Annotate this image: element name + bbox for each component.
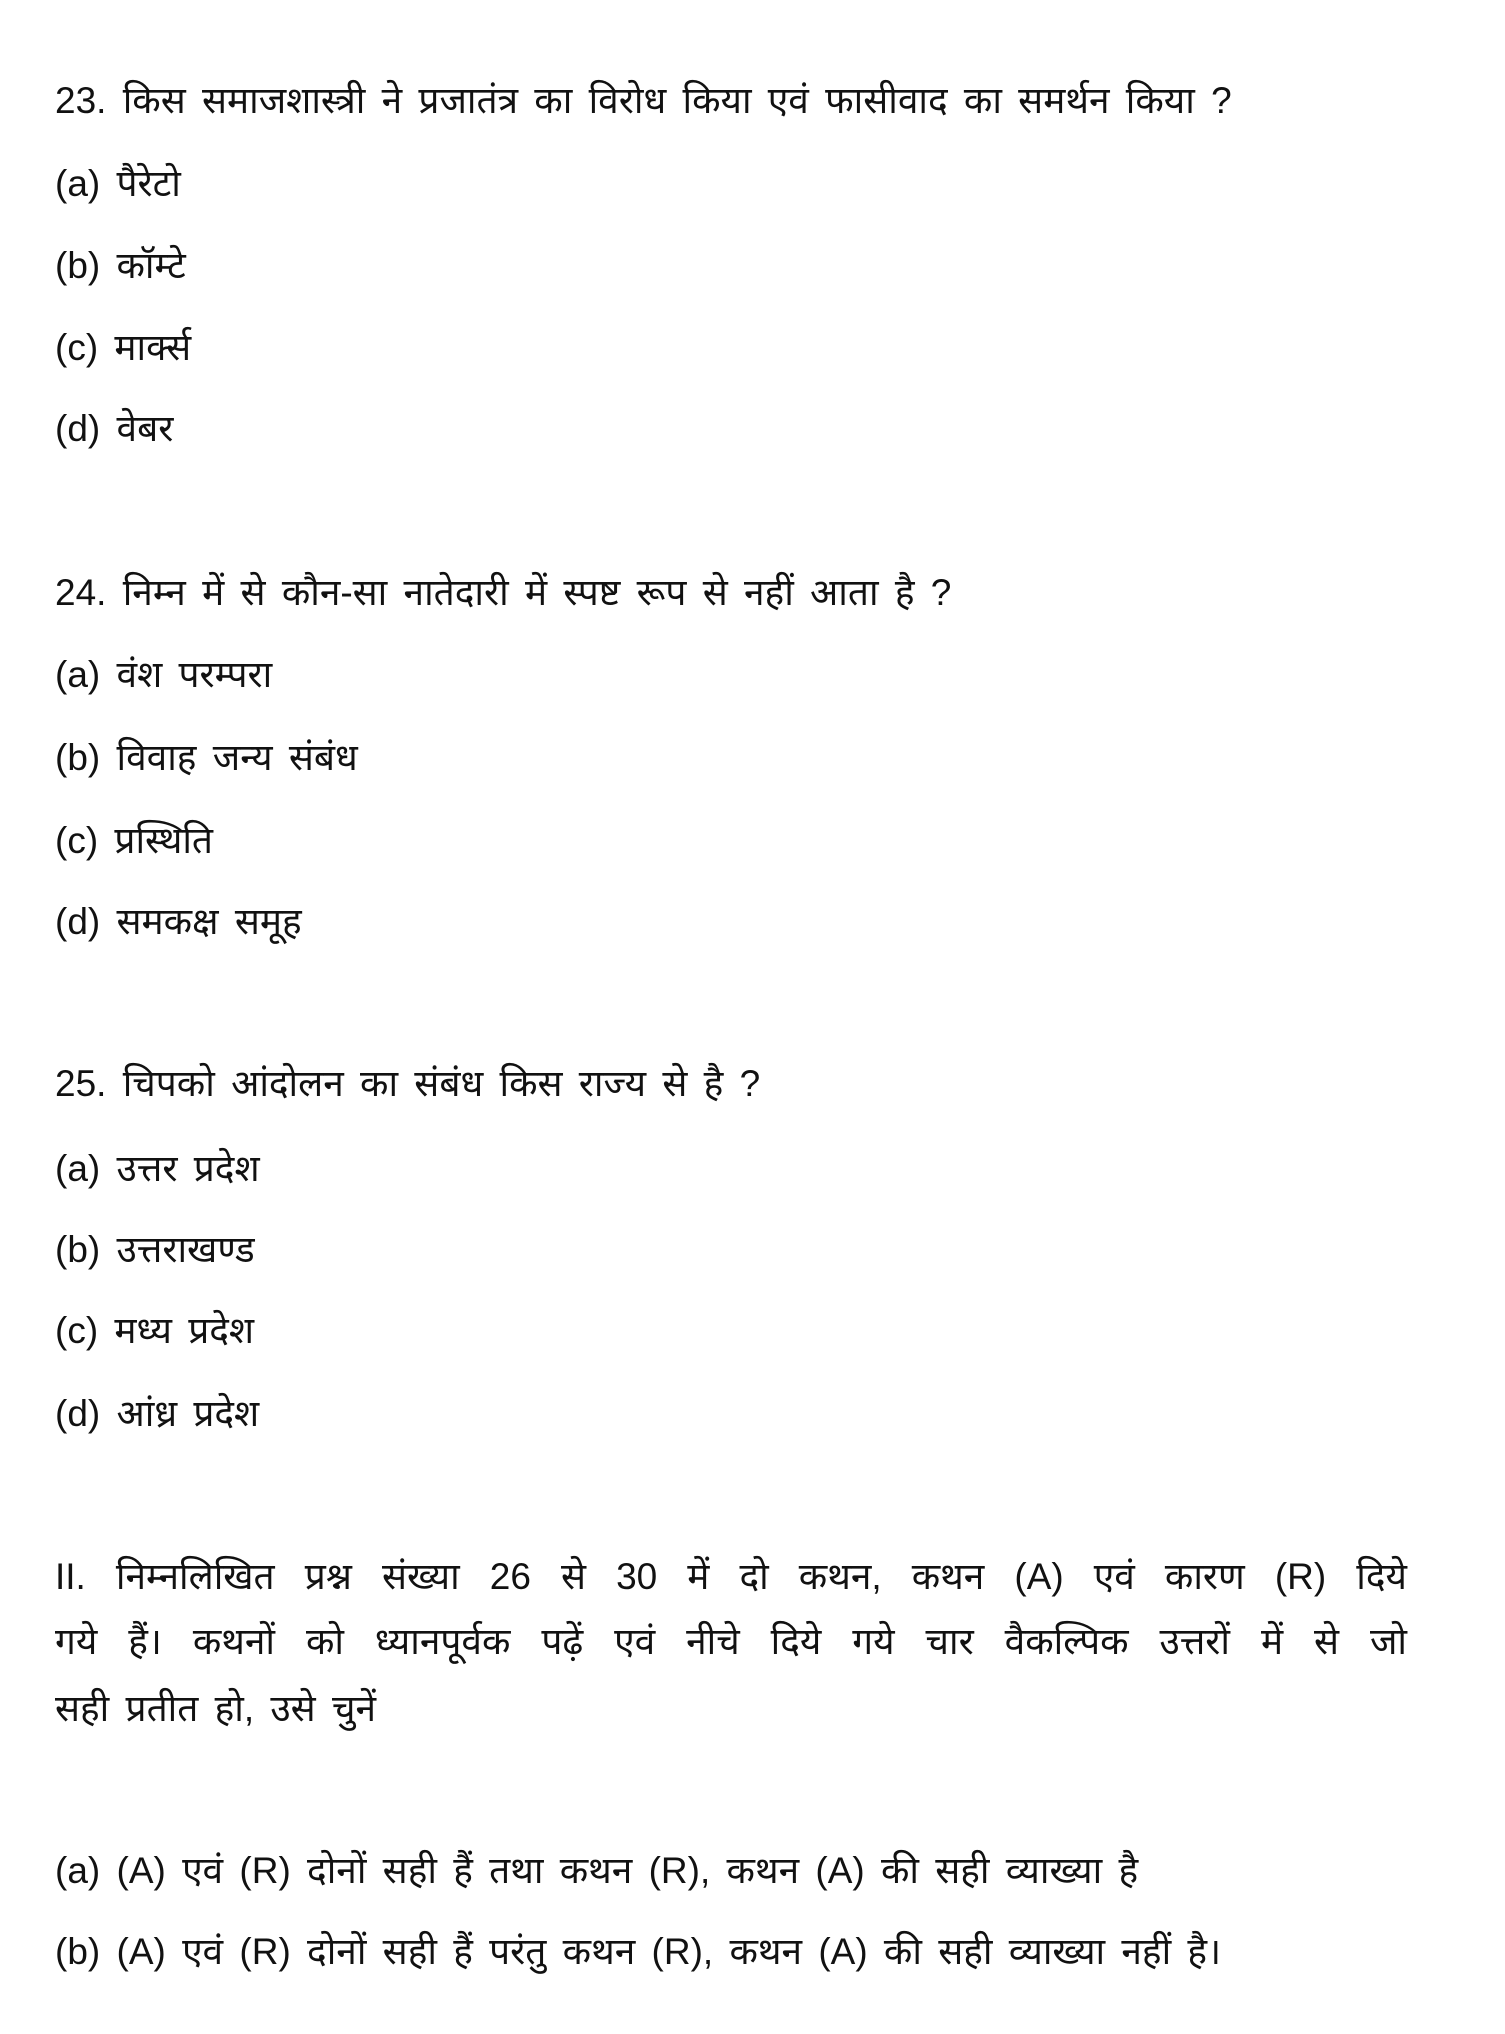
- question-text: 23. किस समाजशास्त्री ने प्रजातंत्र का विरोध किया एवं फासीवाद का समर्थन किया ?: [55, 80, 1232, 121]
- option-a: (a) पैरेटो: [55, 163, 181, 204]
- option-b: (b) उत्तराखण्ड: [55, 1229, 255, 1270]
- option-b: (b) कॉम्टे: [55, 245, 186, 286]
- option-b: (b) विवाह जन्य संबंध: [55, 737, 358, 778]
- instruction-line: II. निम्नलिखित प्रश्न संख्या 26 से 30 में दो कथन, कथन (A) एवं कारण (R) दिये: [55, 1556, 1407, 1597]
- option-b: (b) (A) एवं (R) दोनों सही हैं परंतु कथन (R), कथन (A) की सही व्याख्या नहीं है।: [55, 1931, 1222, 1972]
- option-d: (d) समकक्ष समूह: [55, 901, 302, 942]
- option-c: (c) मध्य प्रदेश: [55, 1310, 255, 1351]
- option-d: (d) आंध्र प्रदेश: [55, 1393, 260, 1434]
- instruction-line: सही प्रतीत हो, उसे चुनें: [55, 1688, 377, 1729]
- option-c: (c) प्रस्थिति: [55, 820, 214, 861]
- question-text: 24. निम्न में से कौन-सा नातेदारी में स्पष्ट रूप से नहीं आता है ?: [55, 572, 952, 613]
- question-text: 25. चिपको आंदोलन का संबंध किस राज्य से है ?: [55, 1063, 761, 1104]
- option-a: (a) उत्तर प्रदेश: [55, 1148, 260, 1189]
- option-a: (a) वंश परम्परा: [55, 654, 273, 695]
- instruction-line: गये हैं। कथनों को ध्यानपूर्वक पढ़ें एवं नीचे दिये गये चार वैकल्पिक उत्तरों में से जो: [55, 1621, 1407, 1662]
- option-a: (a) (A) एवं (R) दोनों सही हैं तथा कथन (R), कथन (A) की सही व्याख्या है: [55, 1850, 1139, 1891]
- option-d: (d) वेबर: [55, 408, 174, 449]
- option-c: (c) मार्क्स: [55, 327, 192, 368]
